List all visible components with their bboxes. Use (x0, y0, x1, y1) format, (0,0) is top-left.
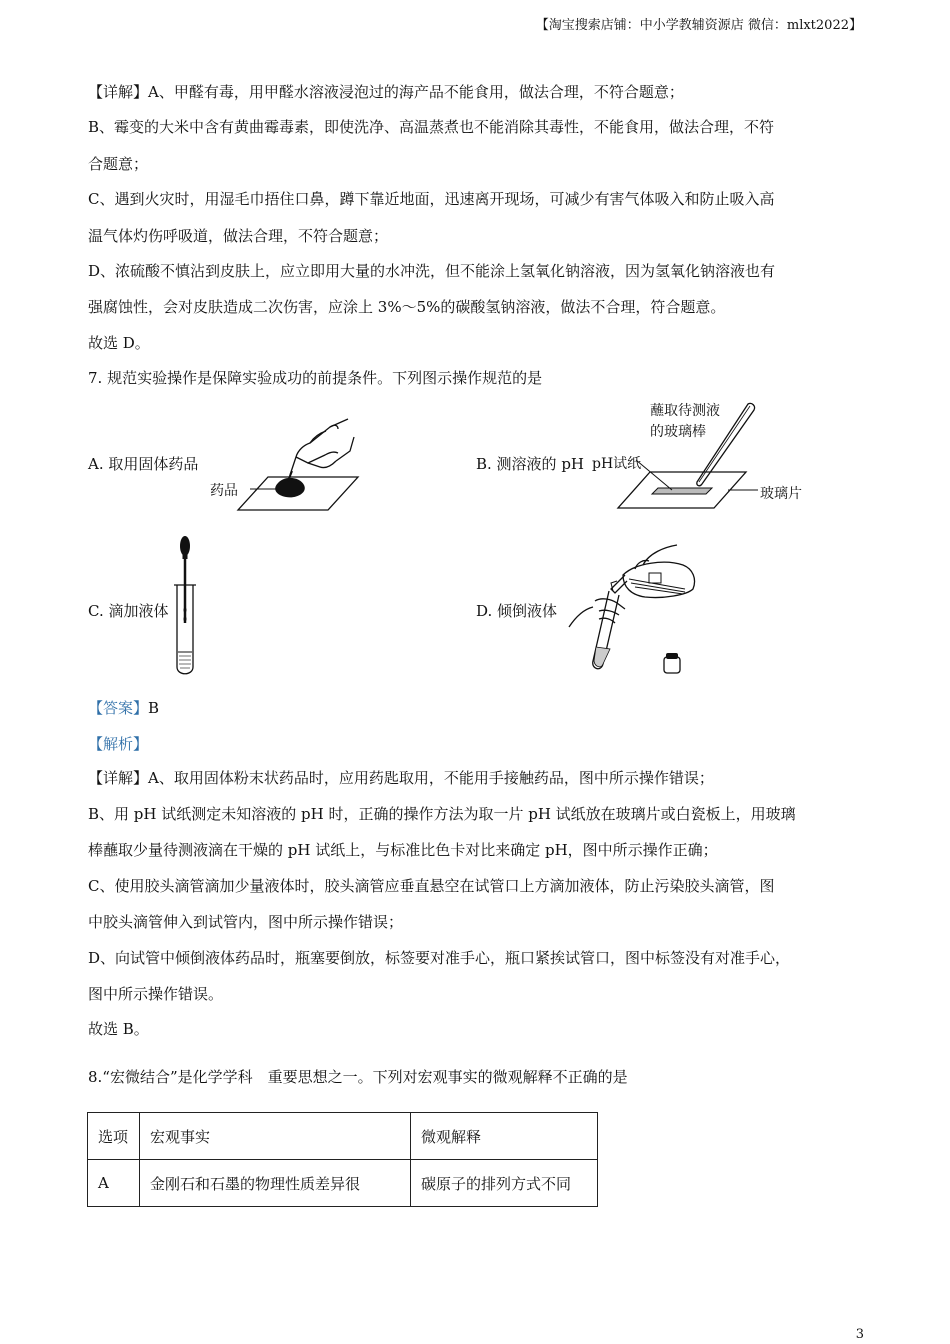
q7-explain-line-7: 图中所示操作错误。 (88, 985, 224, 1003)
q6-explain-line-6: D、浓硫酸不慎沾到皮肤上，应立即用大量的水冲洗，但不能涂上氢氧化钠溶液，因为氢氧化钠溶液也有 (88, 262, 776, 280)
q6-explain-line-7: 强腐蚀性，会对皮肤造成二次伤害，应涂上 3%～5%的碳酸氢钠溶液，做法不合理，符合题意。 (88, 298, 726, 316)
figure-b-rod-label-2: 的玻璃棒 (650, 424, 706, 440)
q7-explain-line-4: C、使用胶头滴管滴加少量液体时，胶头滴管应垂直悬空在试管口上方滴加液体，防止污染胶头滴管，图 (88, 877, 775, 895)
q7-explain-line-5: 中胶头滴管伸入到试管内，图中所示操作错误； (88, 913, 404, 931)
answer-tag: 【答案】 (88, 699, 149, 717)
table-cell: 金刚石和石墨的物理性质差异很 (140, 1160, 411, 1207)
q7-explain-line-2: B、用 pH 试纸测定未知溶液的 pH 时，正确的操作方法为取一片 pH 试纸放在玻璃片或白瓷板上，用玻璃 (88, 805, 796, 823)
figure-b-ph-test (610, 400, 770, 515)
q7-option-a: A. 取用固体药品 (88, 455, 199, 473)
q7-explain-line-6: D、向试管中倾倒液体药品时，瓶塞要倒放，标签要对准手心，瓶口紧挨试管口，图中标签没有对准手心， (88, 949, 791, 967)
figure-c-dropper (170, 535, 200, 677)
q7-stem: 7. 规范实验操作是保障实验成功的前提条件。下列图示操作规范的是 (88, 369, 543, 387)
q6-explain-line-3: 合题意； (88, 155, 149, 173)
q7-explain-line-3: 棒蘸取少量待测液滴在干燥的 pH 试纸上，与标准比色卡对比来确定 pH，图中所示操作正确； (88, 841, 718, 859)
figure-b-glass-label: 玻璃片 (760, 486, 802, 502)
q8-stem: 8.“宏微结合”是化学学科 重要思想之一。下列对宏观事实的微观解释不正确的是 (88, 1068, 628, 1086)
table-header-row (88, 1113, 598, 1160)
q7-conclusion: 故选 B。 (88, 1020, 149, 1038)
q7-option-d: D. 倾倒液体 (476, 602, 558, 620)
q8-table (87, 1112, 598, 1207)
q6-explain-line-4: C、遇到火灾时，用湿毛巾捂住口鼻，蹲下靠近地面，迅速离开现场，可减少有害气体吸入和防止吸入高 (88, 190, 775, 208)
answer-value: B (148, 699, 160, 717)
table-header-cell: 选项 (88, 1113, 140, 1160)
q7-option-c: C. 滴加液体 (88, 602, 169, 620)
q6-explain-line-1: 【详解】A、甲醛有毒，用甲醛水溶液浸泡过的海产品不能食用，做法合理，不符合题意； (88, 83, 684, 101)
table-header-cell: 微观解释 (411, 1113, 598, 1160)
figure-a-solid-medicine (230, 415, 370, 515)
q7-option-b: B. 测溶液的 pH (476, 455, 585, 473)
figure-d-pouring (565, 545, 705, 680)
table-row (88, 1160, 598, 1207)
page-number: 3 (855, 1327, 864, 1342)
table-header-cell: 宏观事实 (140, 1113, 411, 1160)
q6-conclusion: 故选 D。 (88, 334, 150, 352)
page-header: 【淘宝搜索店铺：中小学教辅资源店 微信：mlxt2022】 (535, 18, 862, 33)
table-cell: 碳原子的排列方式不同 (411, 1160, 598, 1207)
q7-explain-line-1: 【详解】A、取用固体粉末状药品时，应用药匙取用，不能用手接触药品，图中所示操作错误； (88, 769, 714, 787)
table-cell: A (88, 1160, 140, 1207)
q7-analysis-tag: 【解析】 (88, 735, 149, 753)
figure-a-label: 药品 (210, 483, 238, 499)
q6-explain-line-2: B、霉变的大米中含有黄曲霉毒素，即使洗净、高温蒸煮也不能消除其毒性，不能食用，做法合理，不符 (88, 118, 775, 136)
figure-b-paper-label: pH试纸 (592, 456, 642, 472)
figure-b-rod-label-1: 蘸取待测液 (650, 403, 720, 419)
q7-answer (88, 698, 159, 718)
q6-explain-line-5: 温气体灼伤呼吸道，做法合理，不符合题意； (88, 227, 389, 245)
